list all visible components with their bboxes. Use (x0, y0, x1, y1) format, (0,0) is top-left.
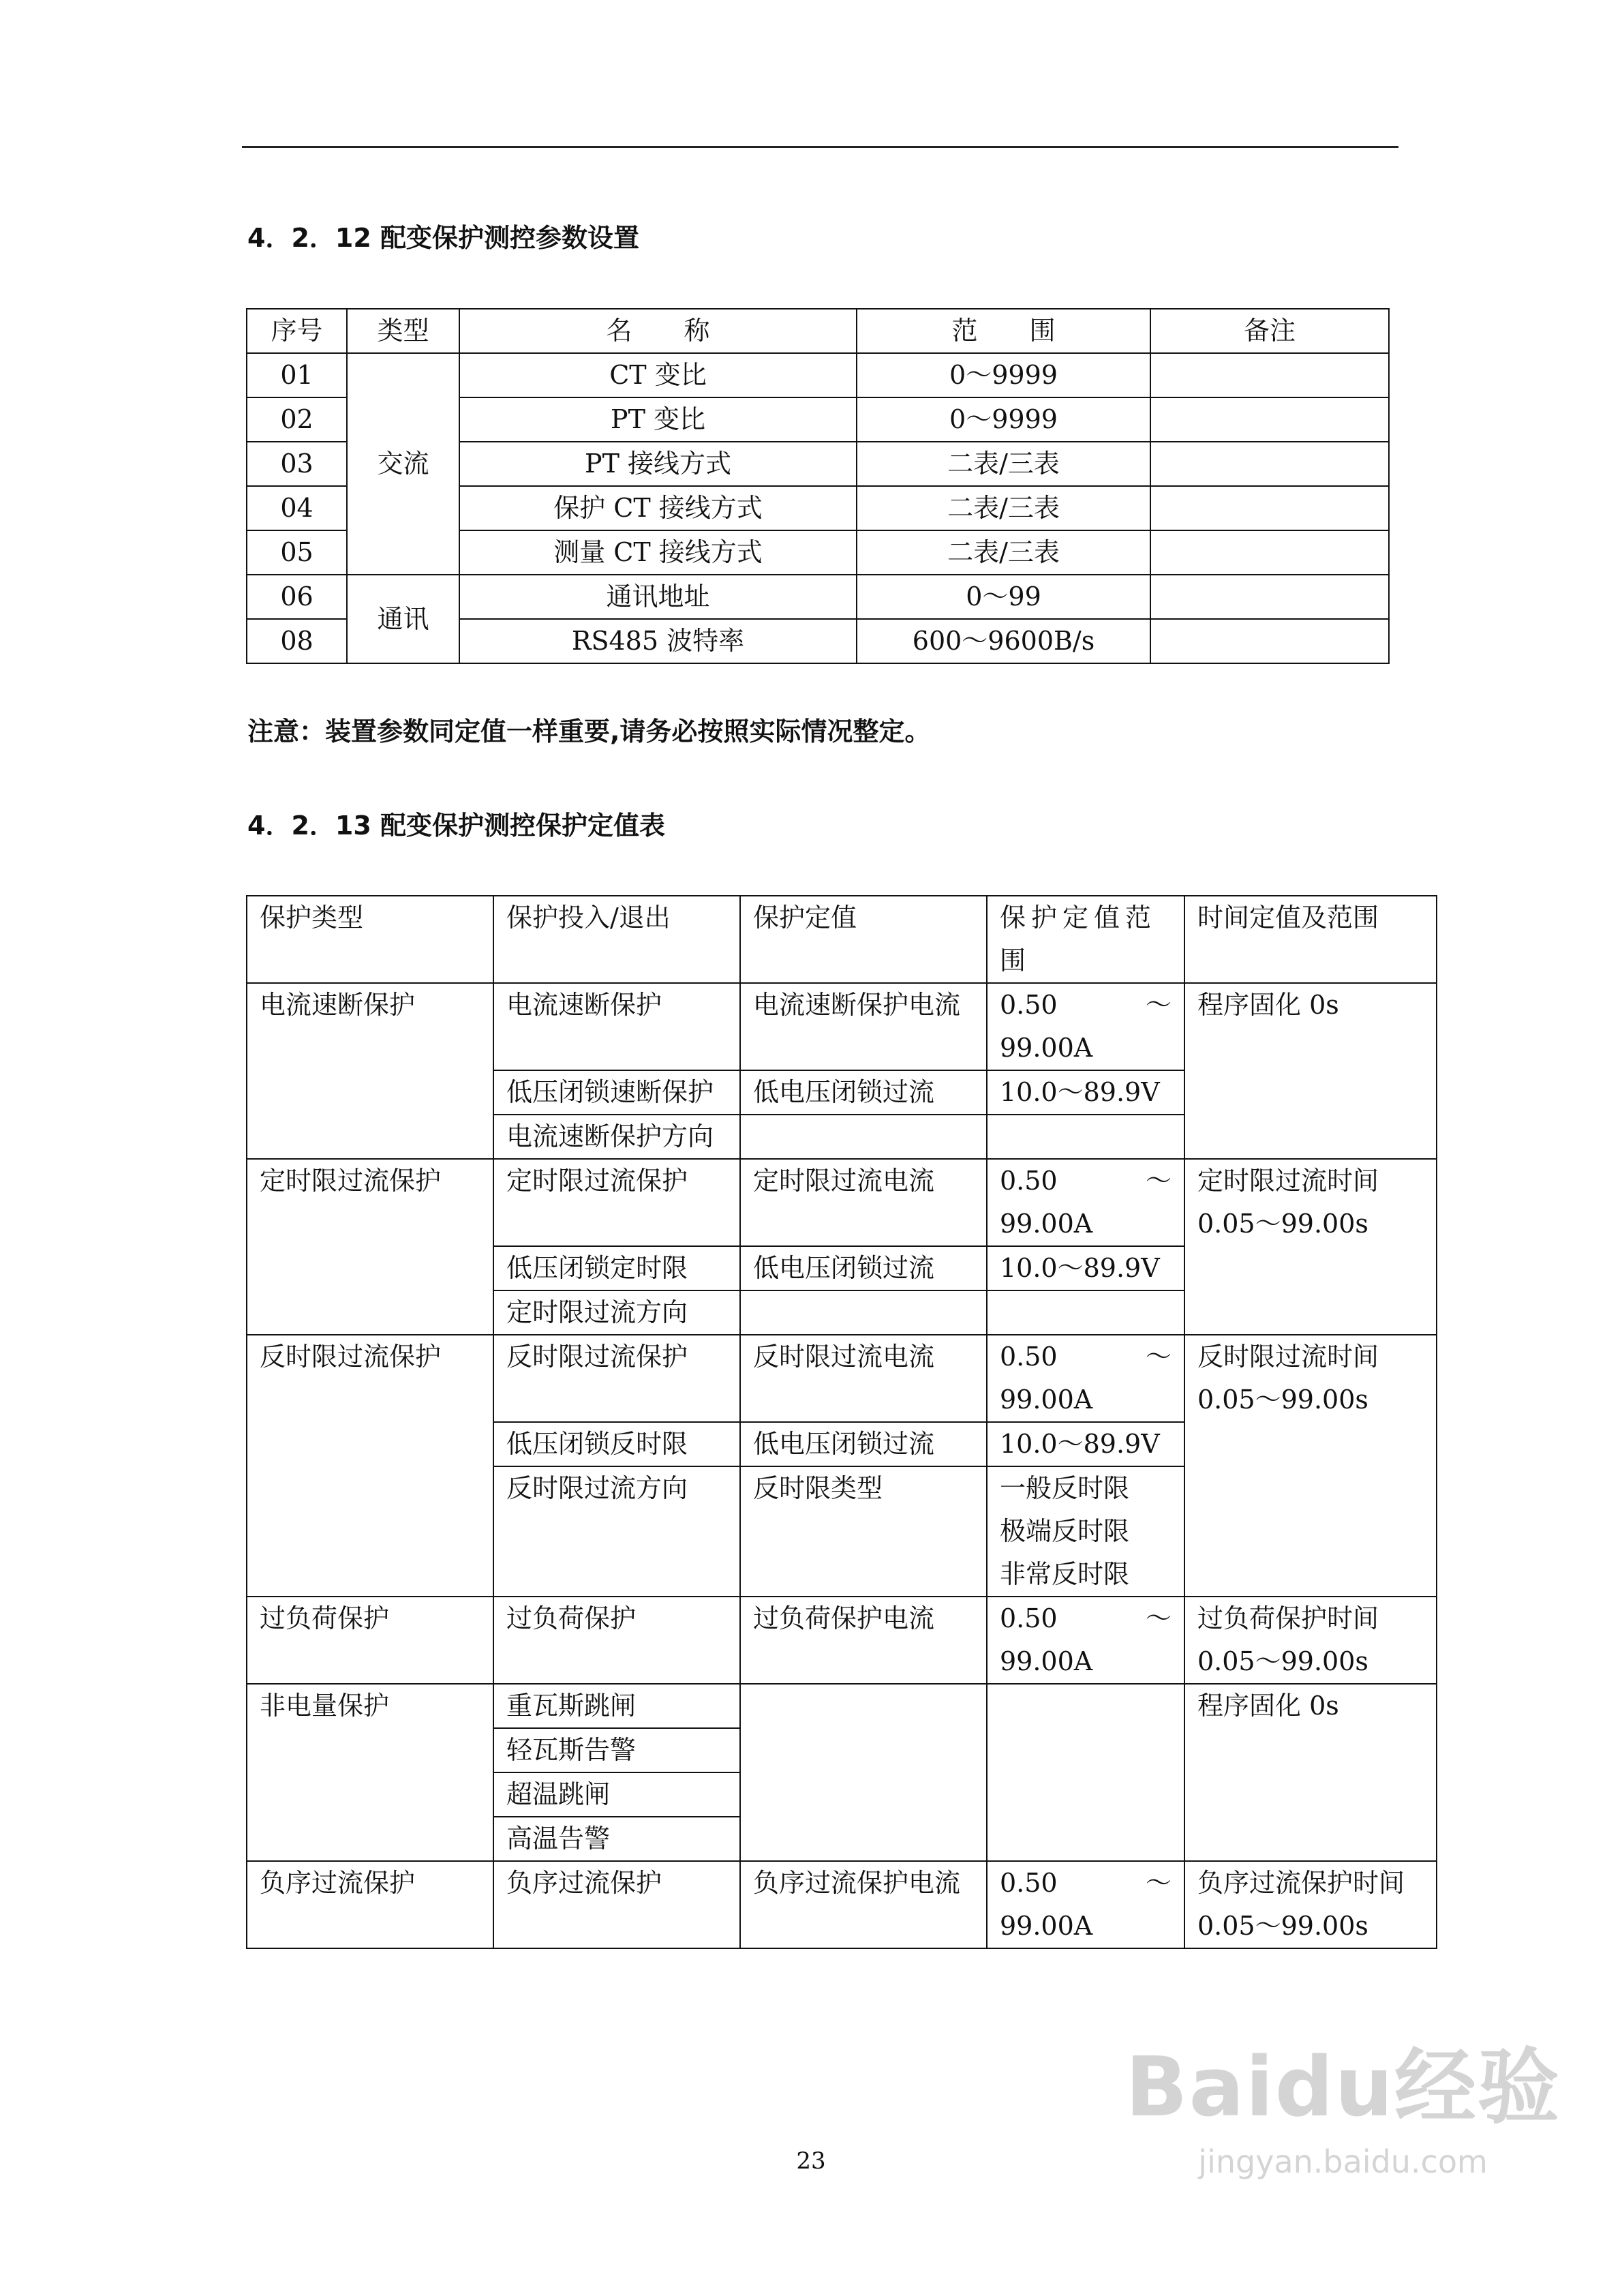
setting-cell: 反时限类型 (740, 1466, 987, 1597)
range-tilde: ～ (1145, 1868, 1172, 1898)
range-cell: 10.0～89.9V (987, 1070, 1184, 1115)
param-name: CT 变比 (459, 353, 857, 397)
switch-cell: 电流速断保护 (493, 983, 740, 1070)
param-note (1150, 442, 1389, 486)
range-max: 99.00A (1000, 1209, 1093, 1239)
param-note (1150, 575, 1389, 619)
table-header-row (247, 309, 1389, 353)
protection-type-cell: 过负荷保护 (247, 1597, 493, 1684)
col-header: 范 围 (857, 309, 1150, 353)
setting-cell (740, 1115, 987, 1159)
col-header: 保护定值 (740, 896, 987, 983)
param-range: 0～9999 (857, 353, 1150, 397)
range-max: 99.00A (1000, 1646, 1093, 1676)
param-name: 通讯地址 (459, 575, 857, 619)
time-label: 负序过流保护时间 (1197, 1868, 1405, 1898)
range-cell (987, 1466, 1184, 1597)
row-number: 04 (247, 486, 347, 530)
range-max: 99.00A (1000, 1911, 1093, 1941)
switch-cell: 反时限过流方向 (493, 1466, 740, 1597)
setting-cell: 负序过流保护电流 (740, 1861, 987, 1948)
param-range: 二表/三表 (857, 486, 1150, 530)
range-cell (987, 1684, 1184, 1861)
param-range: 二表/三表 (857, 442, 1150, 486)
range-tilde: ～ (1145, 1603, 1172, 1633)
switch-cell: 高温告警 (493, 1817, 740, 1861)
time-label: 过负荷保护时间 (1197, 1603, 1379, 1633)
range-cell (987, 1290, 1184, 1335)
time-cell: 程序固化 0s (1184, 1684, 1437, 1861)
setting-cell: 反时限过流电流 (740, 1335, 987, 1422)
switch-cell: 反时限过流保护 (493, 1335, 740, 1422)
type-group-cell: 通讯 (347, 575, 459, 663)
table-row (247, 1335, 1437, 1422)
switch-cell: 负序过流保护 (493, 1861, 740, 1948)
time-range: 0.05～99.00s (1197, 1911, 1368, 1941)
row-number: 08 (247, 619, 347, 663)
col-header: 时间定值及范围 (1184, 896, 1437, 983)
col-header-text: 保护定值范围 (1000, 903, 1157, 976)
time-label: 反时限过流时间 (1197, 1342, 1379, 1372)
table-row (247, 1861, 1437, 1948)
switch-cell: 过负荷保护 (493, 1597, 740, 1684)
param-note (1150, 486, 1389, 530)
switch-cell: 超温跳闸 (493, 1772, 740, 1817)
row-number: 05 (247, 530, 347, 575)
range-cell (987, 1115, 1184, 1159)
row-number: 02 (247, 397, 347, 442)
range-cell (987, 1597, 1184, 1684)
col-header: 类型 (347, 309, 459, 353)
param-name: PT 接线方式 (459, 442, 857, 486)
range-tilde: ～ (1145, 990, 1172, 1020)
setting-cell: 低电压闭锁过流 (740, 1422, 987, 1466)
range-line (1000, 1335, 1172, 1378)
setting-cell (740, 1290, 987, 1335)
param-settings-table (246, 308, 1390, 664)
range-min: 0.50 (1000, 1603, 1058, 1633)
range-line (1000, 1597, 1172, 1640)
range-tilde: ～ (1145, 1342, 1172, 1372)
param-name: 保护 CT 接线方式 (459, 486, 857, 530)
watermark-url: jingyan.baidu.com (1198, 2143, 1488, 2180)
time-range: 0.05～99.00s (1197, 1385, 1368, 1415)
time-label: 定时限过流时间 (1197, 1166, 1379, 1196)
range-line (1000, 1160, 1172, 1203)
setting-cell: 过负荷保护电流 (740, 1597, 987, 1684)
switch-cell: 电流速断保护方向 (493, 1115, 740, 1159)
param-range: 600～9600B/s (857, 619, 1150, 663)
setting-cell: 定时限过流电流 (740, 1159, 987, 1246)
table-row (247, 1159, 1437, 1246)
time-range: 0.05～99.00s (1197, 1646, 1368, 1676)
range-min: 0.50 (1000, 1166, 1058, 1196)
param-name: PT 变比 (459, 397, 857, 442)
range-line: 极端反时限 (1000, 1516, 1130, 1546)
protection-type-cell: 电流速断保护 (247, 983, 493, 1159)
range-line: 一般反时限 (1000, 1473, 1130, 1503)
table-row (247, 353, 1389, 397)
protection-type-cell: 定时限过流保护 (247, 1159, 493, 1335)
protection-type-cell: 反时限过流保护 (247, 1335, 493, 1597)
section-heading-protection: 4．2．13 配变保护测控保护定值表 (247, 811, 665, 841)
range-min: 0.50 (1000, 990, 1058, 1020)
range-line (1000, 1862, 1172, 1905)
switch-cell: 轻瓦斯告警 (493, 1728, 740, 1772)
range-cell (987, 983, 1184, 1070)
row-number: 06 (247, 575, 347, 619)
param-note (1150, 530, 1389, 575)
range-cell (987, 1159, 1184, 1246)
param-name: RS485 波特率 (459, 619, 857, 663)
time-cell (1184, 1159, 1437, 1335)
col-header: 备注 (1150, 309, 1389, 353)
range-line (1000, 984, 1172, 1027)
protection-type-cell: 负序过流保护 (247, 1861, 493, 1948)
setting-cell: 电流速断保护电流 (740, 983, 987, 1070)
time-cell (1184, 1335, 1437, 1597)
table-header-row (247, 896, 1437, 983)
table-row (247, 1684, 1437, 1728)
row-number: 01 (247, 353, 347, 397)
protection-settings-table (246, 895, 1437, 1949)
param-range: 0～99 (857, 575, 1150, 619)
time-cell (1184, 1861, 1437, 1948)
col-header: 序号 (247, 309, 347, 353)
table-row (247, 983, 1437, 1070)
range-max: 99.00A (1000, 1033, 1093, 1063)
param-note (1150, 353, 1389, 397)
switch-cell: 低压闭锁定时限 (493, 1246, 740, 1290)
col-header: 名 称 (459, 309, 857, 353)
param-note (1150, 619, 1389, 663)
time-range: 0.05～99.00s (1197, 1209, 1368, 1239)
setting-cell (740, 1684, 987, 1861)
table-row (247, 575, 1389, 619)
switch-cell: 定时限过流保护 (493, 1159, 740, 1246)
section-heading-params: 4．2．12 配变保护测控参数设置 (247, 223, 639, 253)
watermark-brand: Baidu经验 (1125, 2040, 1561, 2135)
switch-cell: 定时限过流方向 (493, 1290, 740, 1335)
important-note: 注意：装置参数同定值一样重要,请务必按照实际情况整定。 (247, 716, 931, 746)
range-cell (987, 1861, 1184, 1948)
time-cell (1184, 1597, 1437, 1684)
header-rule (242, 146, 1398, 148)
range-cell (987, 1335, 1184, 1422)
col-header: 保护类型 (247, 896, 493, 983)
type-group-cell: 交流 (347, 353, 459, 575)
range-line: 非常反时限 (1000, 1559, 1130, 1589)
baidu-watermark (1125, 2022, 1561, 2180)
range-min: 0.50 (1000, 1868, 1058, 1898)
param-range: 0～9999 (857, 397, 1150, 442)
setting-cell: 低电压闭锁过流 (740, 1070, 987, 1115)
switch-cell: 低压闭锁反时限 (493, 1422, 740, 1466)
row-number: 03 (247, 442, 347, 486)
range-max: 99.00A (1000, 1385, 1093, 1415)
time-cell: 程序固化 0s (1184, 983, 1437, 1159)
range-min: 0.50 (1000, 1342, 1058, 1372)
switch-cell: 低压闭锁速断保护 (493, 1070, 740, 1115)
switch-cell: 重瓦斯跳闸 (493, 1684, 740, 1728)
range-cell: 10.0～89.9V (987, 1246, 1184, 1290)
range-cell: 10.0～89.9V (987, 1422, 1184, 1466)
param-note (1150, 397, 1389, 442)
table-row (247, 1597, 1437, 1684)
param-range: 二表/三表 (857, 530, 1150, 575)
param-name: 测量 CT 接线方式 (459, 530, 857, 575)
range-tilde: ～ (1145, 1166, 1172, 1196)
col-header (987, 896, 1184, 983)
page-number: 23 (796, 2147, 826, 2175)
setting-cell: 低电压闭锁过流 (740, 1246, 987, 1290)
protection-type-cell: 非电量保护 (247, 1684, 493, 1861)
col-header: 保护投入/退出 (493, 896, 740, 983)
